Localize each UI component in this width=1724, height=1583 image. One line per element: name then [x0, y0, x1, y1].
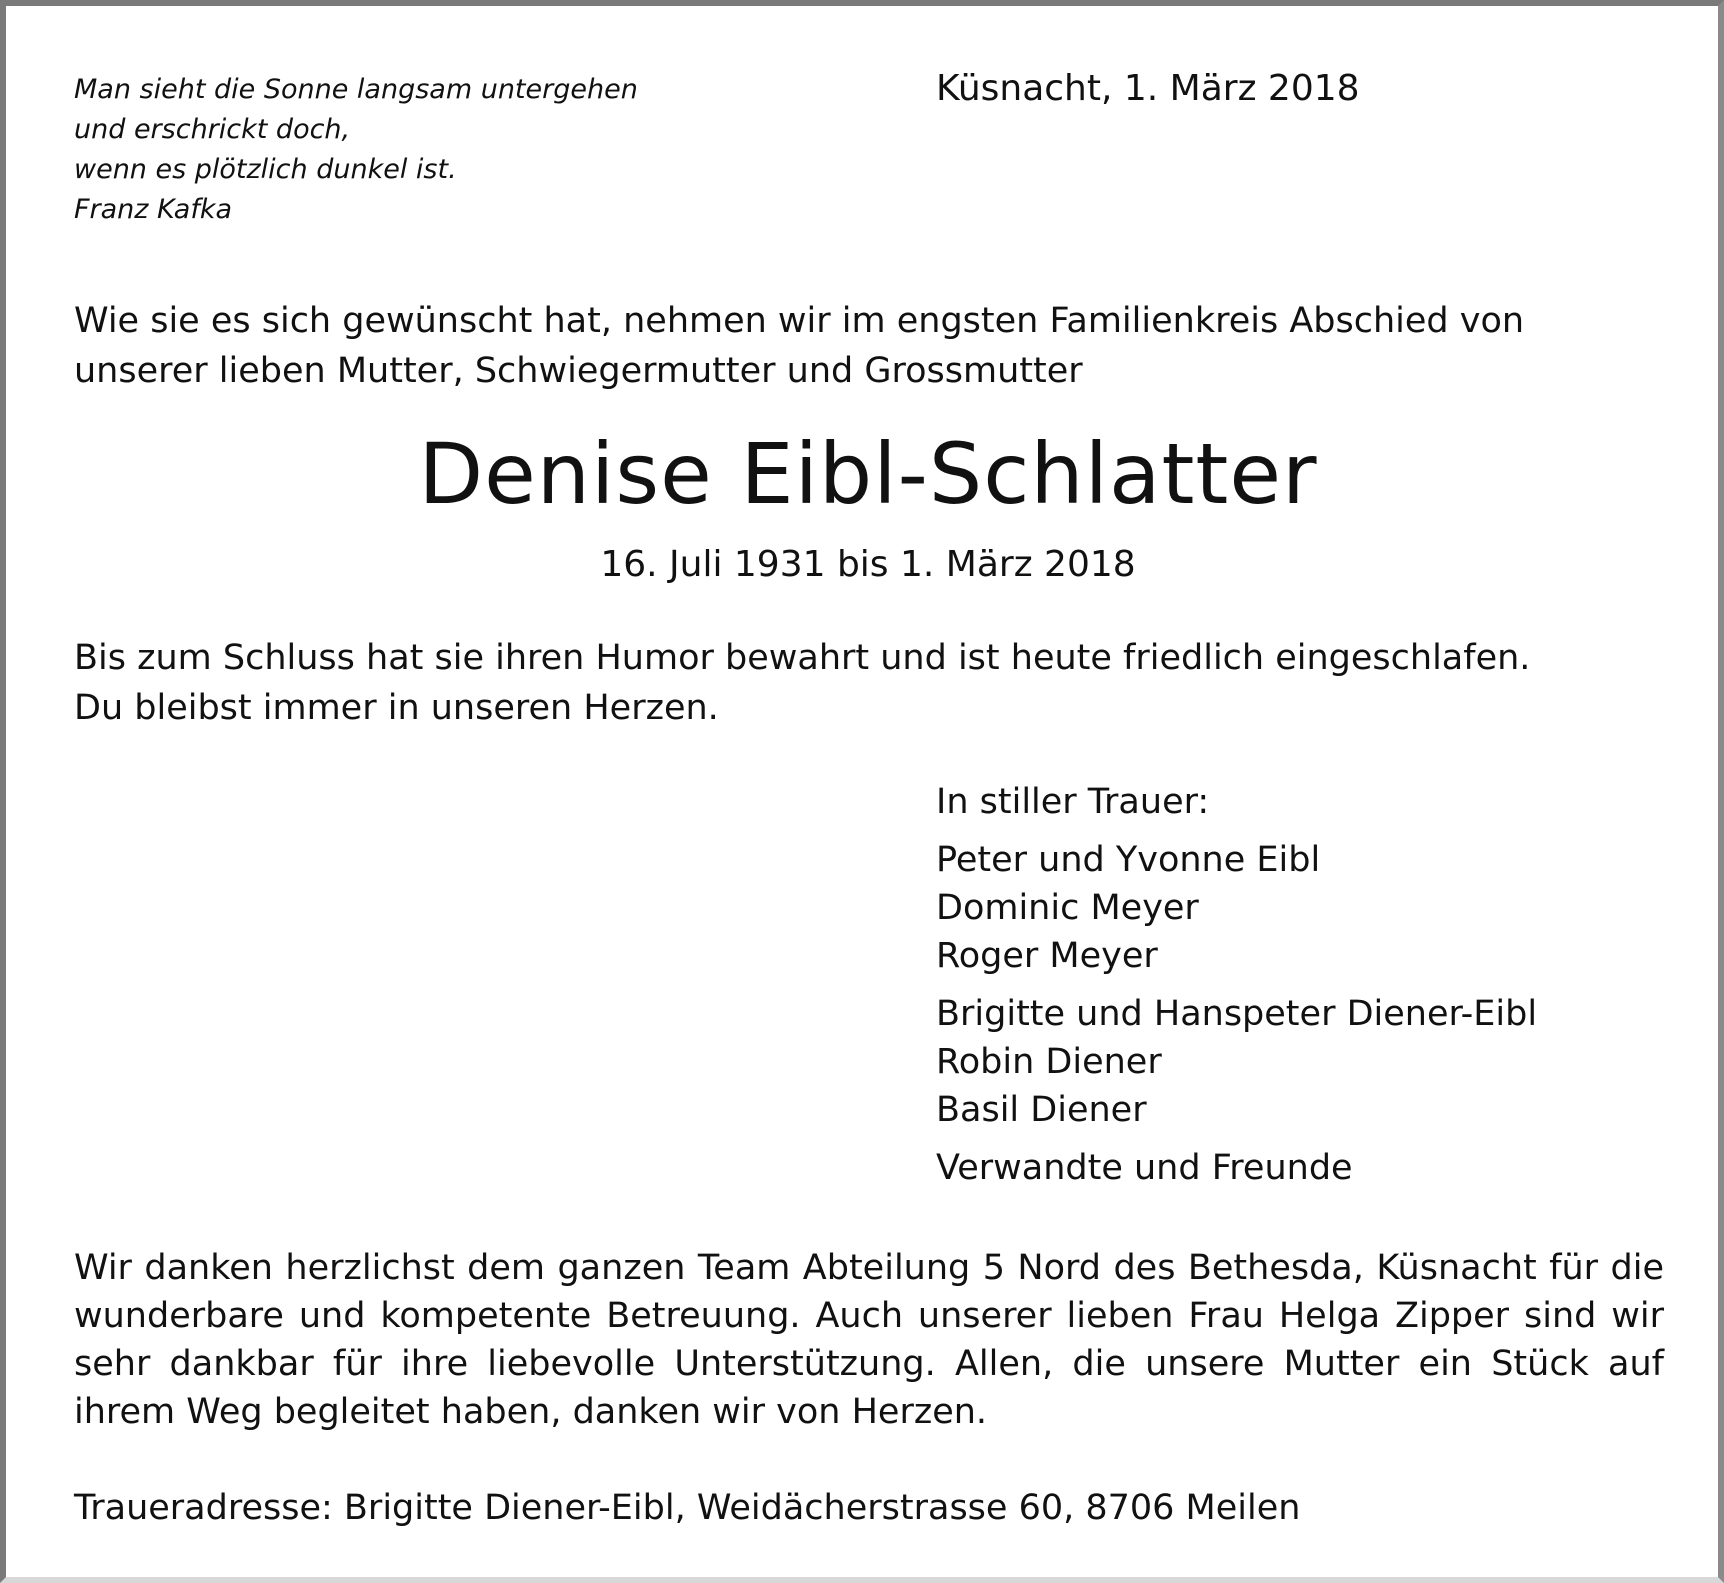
deceased-lifespan: 16. Juli 1931 bis 1. März 2018 [600, 544, 1136, 585]
quote-author: Franz Kafka [74, 194, 233, 225]
mourner-name: Peter und Yvonne Eibl [936, 840, 1321, 880]
mourner-group [936, 990, 1537, 1134]
mourner-name: Verwandte und Freunde [936, 1148, 1353, 1188]
mourner-name: Dominic Meyer [936, 888, 1199, 928]
mourner-name: Roger Meyer [936, 936, 1158, 976]
mourner-name: Robin Diener [936, 1042, 1162, 1082]
mourner-name: Brigitte und Hanspeter Diener-Eibl [936, 994, 1538, 1034]
mourning-address: Traueradresse: Brigitte Diener-Eibl, Weidächerstrasse 60, 8706 Meilen [74, 1488, 1301, 1528]
mourners-list [936, 778, 1537, 1202]
mourner-group [936, 1144, 1537, 1192]
mourner-name: Basil Diener [936, 1090, 1147, 1130]
mourner-group [936, 836, 1537, 980]
deceased-name: Denise Eibl-Schlatter [418, 425, 1318, 523]
quote-line: wenn es plötzlich dunkel ist. [74, 154, 457, 185]
intro-text: Wie sie es sich gewünscht hat, nehmen wir im engsten Familienkreis Abschied von unserer lieben Mutter, Schwiegermutter und Grossmutter [74, 301, 1525, 391]
quote-line: und erschrickt doch, [74, 114, 351, 145]
closing-text [74, 633, 1530, 733]
thanks-text: Wir danken herzlichst dem ganzen Team Abteilung 5 Nord des Bethesda, Küsnacht für die wunderbare und kompetente Betreuung. Auch unserer lieben Frau Helga Zipper sind wir sehr dankbar für ihre liebevolle Unterstützung. Allen, die unsere Mutter ein Stück auf ihrem Weg begleitet haben, danken wir von Herzen. [74, 1248, 1664, 1432]
place-and-date: Küsnacht, 1. März 2018 [936, 68, 1360, 109]
kafka-quote [74, 70, 638, 230]
mourners-heading: In stiller Trauer: [936, 782, 1210, 822]
closing-line: Du bleibst immer in unseren Herzen. [74, 688, 719, 728]
closing-line: Bis zum Schluss hat sie ihren Humor bewahrt und ist heute friedlich eingeschlafen. [74, 638, 1531, 678]
quote-line: Man sieht die Sonne langsam untergehen [74, 74, 638, 105]
